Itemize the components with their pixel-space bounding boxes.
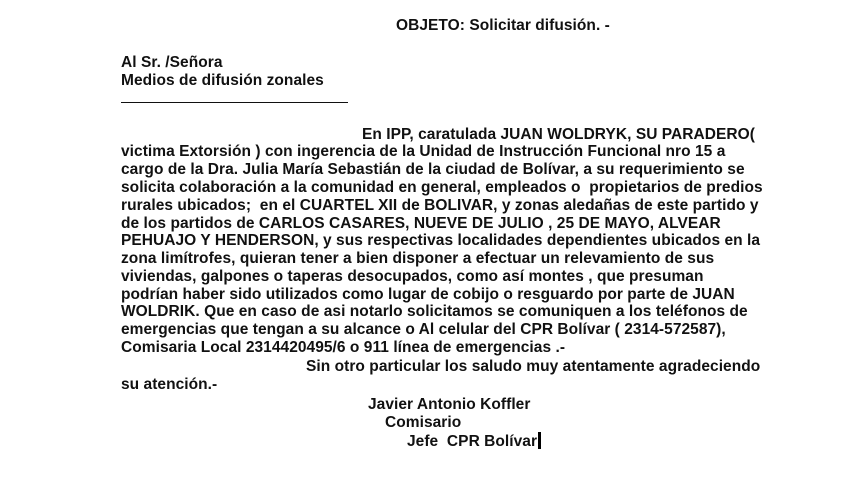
body-line: En IPP, caratulada JUAN WOLDRYK, SU PARADERO( — [362, 126, 755, 143]
signature-title-row — [407, 432, 541, 451]
body-line: emergencias que tengan a su alcance o Al celular del CPR Bolívar ( 2314-572587), — [121, 321, 726, 338]
signature-rank: Comisario — [385, 414, 462, 431]
recipient-salutation: Al Sr. /Señora — [121, 54, 223, 71]
signature-name: Javier Antonio Koffler — [368, 396, 531, 413]
closing-line: su atención.- — [121, 376, 218, 393]
body-line: WOLDRIK. Que en caso de asi notarlo solicitamos se comuniquen a los teléfonos de — [121, 303, 748, 320]
body-line: de los partidos de CARLOS CASARES, NUEVE DE JULIO , 25 DE MAYO, ALVEAR — [121, 215, 721, 232]
body-line: victima Extorsión ) con ingerencia de la Unidad de Instrucción Funcional nro 15 a — [121, 143, 726, 160]
text-cursor — [538, 432, 541, 449]
body-line: rurales ubicados; en el CUARTEL XII de BOLIVAR, y zonas aledañas de este partido y — [121, 197, 759, 214]
body-line: viviendas, galpones o taperas desocupados, como así montes , que presuman — [121, 268, 704, 285]
signature-title: Jefe CPR Bolívar — [407, 433, 538, 450]
recipient-underline — [121, 102, 348, 103]
body-line: cargo de la Dra. Julia María Sebastián de la ciudad de Bolívar, a su requerimiento se — [121, 161, 745, 178]
body-line: podrían haber sido utilizados como lugar de cobijo o resguardo por parte de JUAN — [121, 286, 735, 303]
recipient-media: Medios de difusión zonales — [121, 72, 324, 89]
body-line: zona limítrofes, quieran tener a bien disponer a efectuar un relevamiento de sus — [121, 250, 715, 267]
body-line: PEHUAJO Y HENDERSON, y sus respectivas localidades dependientes ubicados en la — [121, 232, 761, 249]
body-line: Comisaria Local 2314420495/6 o 911 línea de emergencias .- — [121, 339, 566, 356]
closing-line: Sin otro particular los saludo muy atentamente agradeciendo — [306, 358, 761, 375]
body-line: solicita colaboración a la comunidad en general, empleados o propietarios de predios — [121, 179, 763, 196]
subject-line: OBJETO: Solicitar difusión. - — [396, 17, 610, 34]
